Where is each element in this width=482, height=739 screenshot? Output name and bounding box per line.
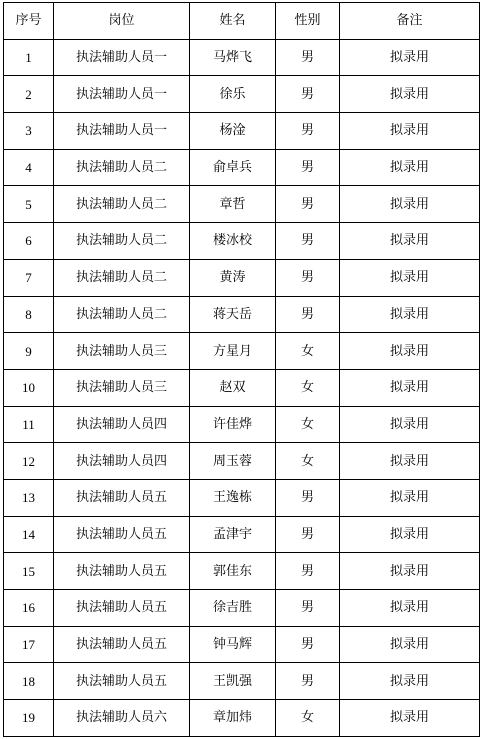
cell-index: 17 xyxy=(4,626,54,663)
cell-gender: 男 xyxy=(276,479,340,516)
cell-index: 9 xyxy=(4,333,54,370)
cell-position: 执法辅助人员一 xyxy=(54,76,190,113)
cell-note: 拟录用 xyxy=(340,259,480,296)
cell-position: 执法辅助人员二 xyxy=(54,223,190,260)
cell-gender: 男 xyxy=(276,296,340,333)
cell-gender: 男 xyxy=(276,149,340,186)
table-row xyxy=(4,553,480,590)
cell-note: 拟录用 xyxy=(340,333,480,370)
cell-index: 7 xyxy=(4,259,54,296)
cell-index: 12 xyxy=(4,443,54,480)
table-row xyxy=(4,516,480,553)
cell-gender: 男 xyxy=(276,259,340,296)
cell-note: 拟录用 xyxy=(340,516,480,553)
cell-gender: 男 xyxy=(276,516,340,553)
header-note: 备注 xyxy=(340,3,480,40)
cell-gender: 男 xyxy=(276,553,340,590)
cell-index: 10 xyxy=(4,369,54,406)
cell-gender: 男 xyxy=(276,626,340,663)
cell-gender: 男 xyxy=(276,223,340,260)
cell-position: 执法辅助人员三 xyxy=(54,333,190,370)
header-gender: 性别 xyxy=(276,3,340,40)
cell-position: 执法辅助人员二 xyxy=(54,186,190,223)
cell-gender: 女 xyxy=(276,406,340,443)
table-row xyxy=(4,700,480,737)
header-name: 姓名 xyxy=(190,3,276,40)
cell-name: 章加炜 xyxy=(190,700,276,737)
cell-position: 执法辅助人员五 xyxy=(54,479,190,516)
cell-gender: 女 xyxy=(276,700,340,737)
cell-position: 执法辅助人员五 xyxy=(54,516,190,553)
cell-name: 孟津宇 xyxy=(190,516,276,553)
table-row xyxy=(4,76,480,113)
cell-name: 许佳烨 xyxy=(190,406,276,443)
cell-name: 钟马辉 xyxy=(190,626,276,663)
cell-position: 执法辅助人员五 xyxy=(54,626,190,663)
cell-position: 执法辅助人员三 xyxy=(54,369,190,406)
cell-position: 执法辅助人员一 xyxy=(54,39,190,76)
cell-position: 执法辅助人员二 xyxy=(54,259,190,296)
cell-name: 蒋天岳 xyxy=(190,296,276,333)
cell-index: 19 xyxy=(4,700,54,737)
table-row xyxy=(4,479,480,516)
cell-position: 执法辅助人员六 xyxy=(54,700,190,737)
cell-index: 18 xyxy=(4,663,54,700)
cell-gender: 男 xyxy=(276,113,340,150)
table-body xyxy=(4,39,480,736)
header-position: 岗位 xyxy=(54,3,190,40)
cell-position: 执法辅助人员五 xyxy=(54,553,190,590)
cell-index: 4 xyxy=(4,149,54,186)
table-row xyxy=(4,663,480,700)
cell-index: 1 xyxy=(4,39,54,76)
cell-gender: 男 xyxy=(276,76,340,113)
table-row xyxy=(4,443,480,480)
cell-position: 执法辅助人员二 xyxy=(54,149,190,186)
cell-note: 拟录用 xyxy=(340,149,480,186)
table-row xyxy=(4,113,480,150)
cell-note: 拟录用 xyxy=(340,296,480,333)
cell-index: 11 xyxy=(4,406,54,443)
table-row xyxy=(4,149,480,186)
cell-position: 执法辅助人员四 xyxy=(54,406,190,443)
cell-gender: 男 xyxy=(276,186,340,223)
cell-name: 俞卓兵 xyxy=(190,149,276,186)
cell-gender: 女 xyxy=(276,333,340,370)
table-row xyxy=(4,406,480,443)
cell-index: 6 xyxy=(4,223,54,260)
cell-name: 郭佳东 xyxy=(190,553,276,590)
cell-note: 拟录用 xyxy=(340,663,480,700)
cell-gender: 女 xyxy=(276,369,340,406)
table-row xyxy=(4,590,480,627)
header-row xyxy=(4,3,480,40)
cell-position: 执法辅助人员五 xyxy=(54,663,190,700)
personnel-table xyxy=(3,2,480,737)
cell-note: 拟录用 xyxy=(340,479,480,516)
table-row xyxy=(4,369,480,406)
cell-name: 黄涛 xyxy=(190,259,276,296)
cell-name: 徐乐 xyxy=(190,76,276,113)
cell-note: 拟录用 xyxy=(340,626,480,663)
cell-note: 拟录用 xyxy=(340,113,480,150)
table-row xyxy=(4,296,480,333)
cell-index: 3 xyxy=(4,113,54,150)
cell-name: 徐吉胜 xyxy=(190,590,276,627)
cell-gender: 男 xyxy=(276,590,340,627)
table-row xyxy=(4,223,480,260)
cell-index: 15 xyxy=(4,553,54,590)
cell-name: 方星月 xyxy=(190,333,276,370)
cell-index: 5 xyxy=(4,186,54,223)
cell-name: 王逸栋 xyxy=(190,479,276,516)
cell-index: 8 xyxy=(4,296,54,333)
cell-note: 拟录用 xyxy=(340,443,480,480)
table-row xyxy=(4,626,480,663)
cell-note: 拟录用 xyxy=(340,39,480,76)
cell-note: 拟录用 xyxy=(340,553,480,590)
cell-name: 赵双 xyxy=(190,369,276,406)
cell-name: 章哲 xyxy=(190,186,276,223)
cell-note: 拟录用 xyxy=(340,369,480,406)
cell-note: 拟录用 xyxy=(340,186,480,223)
table-row xyxy=(4,259,480,296)
cell-gender: 男 xyxy=(276,39,340,76)
cell-gender: 女 xyxy=(276,443,340,480)
header-index: 序号 xyxy=(4,3,54,40)
cell-name: 王凯强 xyxy=(190,663,276,700)
cell-position: 执法辅助人员二 xyxy=(54,296,190,333)
table-row xyxy=(4,39,480,76)
table-row xyxy=(4,333,480,370)
cell-name: 马烨飞 xyxy=(190,39,276,76)
table-header xyxy=(4,3,480,40)
cell-index: 2 xyxy=(4,76,54,113)
cell-name: 杨淦 xyxy=(190,113,276,150)
cell-index: 14 xyxy=(4,516,54,553)
cell-name: 楼冰校 xyxy=(190,223,276,260)
cell-position: 执法辅助人员一 xyxy=(54,113,190,150)
cell-note: 拟录用 xyxy=(340,406,480,443)
table-row xyxy=(4,186,480,223)
cell-index: 13 xyxy=(4,479,54,516)
cell-position: 执法辅助人员四 xyxy=(54,443,190,480)
cell-note: 拟录用 xyxy=(340,76,480,113)
cell-index: 16 xyxy=(4,590,54,627)
cell-gender: 男 xyxy=(276,663,340,700)
cell-note: 拟录用 xyxy=(340,223,480,260)
cell-note: 拟录用 xyxy=(340,590,480,627)
cell-note: 拟录用 xyxy=(340,700,480,737)
cell-name: 周玉蓉 xyxy=(190,443,276,480)
cell-position: 执法辅助人员五 xyxy=(54,590,190,627)
